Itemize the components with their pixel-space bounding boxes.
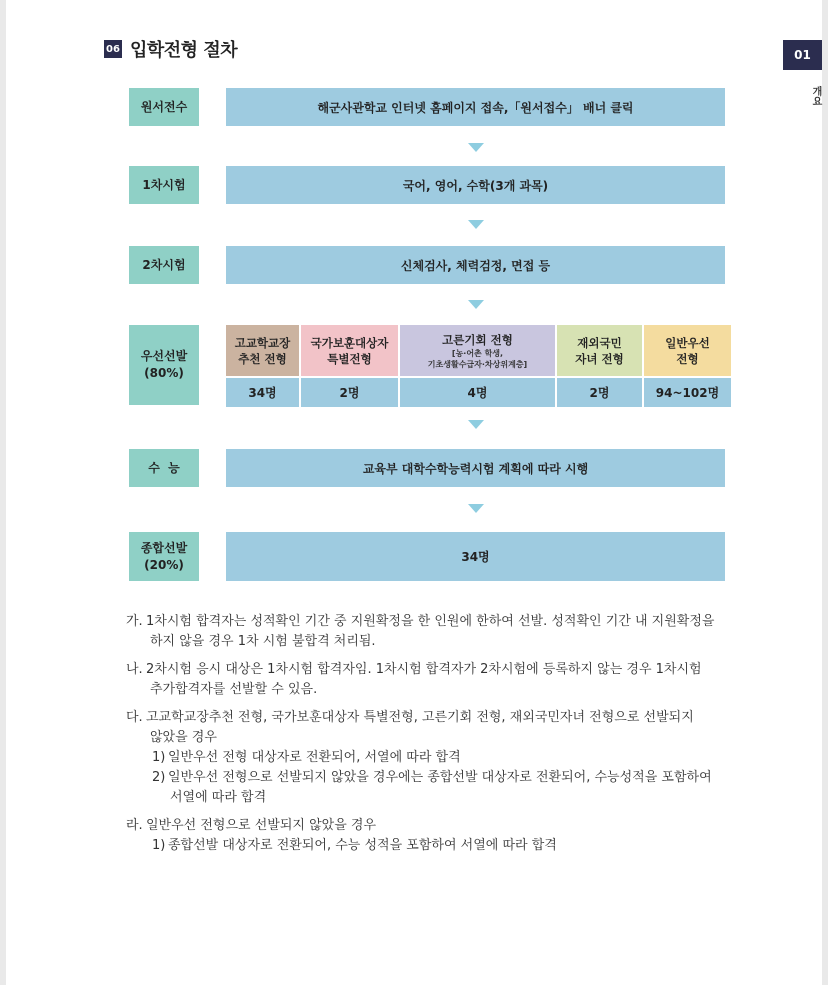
- track-count: 4명: [400, 378, 555, 407]
- step-content-suneung: 교육부 대학수학능력시험 계획에 따라 시행: [226, 449, 725, 487]
- track-count: 34명: [226, 378, 299, 407]
- track-count: 2명: [301, 378, 398, 407]
- step-label-suneung: 수 능: [129, 449, 199, 487]
- track-count: 2명: [557, 378, 642, 407]
- note-ra-sub1: 1) 종합선발 대상자로 전환되어, 수능 성적을 포함하여 서열에 따라 합격: [152, 838, 557, 853]
- track-equal-opportunity: 고른기회 전형 [농·어촌 학생, 기초생활수급자·차상위계층]: [400, 325, 555, 376]
- chapter-tab[interactable]: 01: [783, 40, 822, 70]
- track-general-priority: 일반우선 전형: [644, 325, 731, 376]
- note-da-sub2: 2) 일반우선 전형으로 선발되지 않았을 경우에는 종합선발 대상자로 전환되어, 수능성적을 포함하여 서열에 따라 합격: [152, 770, 712, 805]
- section-heading: [104, 36, 237, 62]
- step-label-second-exam: 2차시험: [129, 246, 199, 284]
- flow-arrow-icon: [468, 220, 484, 229]
- step-content-second-exam: 신체검사, 체력검정, 면접 등: [226, 246, 725, 284]
- step-label-first-exam: 1차시험: [129, 166, 199, 204]
- overall-label-line2: (20%): [144, 557, 184, 572]
- track-veterans: 국가보훈대상자 특별전형: [301, 325, 398, 376]
- note-ra: 라. 일반우선 전형으로 선발되지 않았을 경우 1) 종합선발 대상자로 전환되어, 수능 성적을 포함하여 서열에 따라 합격: [126, 816, 736, 856]
- flow-arrow-icon: [468, 300, 484, 309]
- note-ga: 가. 1차시험 합격자는 성적확인 기간 중 지원확정을 한 인원에 한하여 선발. 성적확인 기간 내 지원확정을 하지 않을 경우 1차 시험 불합격 처리됨.: [126, 614, 715, 649]
- step-label-overall: [129, 532, 199, 581]
- flow-arrow-icon: [468, 420, 484, 429]
- note-da-sub1: 1) 일반우선 전형 대상자로 전환되어, 서열에 따라 합격: [152, 750, 461, 765]
- note-da: 다. 고교학교장추천 전형, 국가보훈대상자 특별전형, 고른기회 전형, 재외국민자녀 전형으로 선발되지 않았을 경우 1) 일반우선 전형 대상자로 전환되어, 서열에 따라 합격 2) 일반우선 전형으로 선발되지 않았을 경우에는 종합선발 대상자로 전환되어, 수능성적을 포함하여 서열에 따라 합격: [126, 708, 736, 808]
- priority-tracks-table: [226, 325, 725, 405]
- step-content-overall: 34명: [226, 532, 725, 581]
- step-content-first-exam: 국어, 영어, 수학(3개 과목): [226, 166, 725, 204]
- step-content-apply: 해군사관학교 인터넷 홈페이지 접속,「원서접수」 배너 클릭: [226, 88, 725, 126]
- track-principal-recommend: 고교학교장 추천 전형: [226, 325, 299, 376]
- overall-label-line1: 종합선발: [140, 540, 188, 555]
- chapter-tab-label: 개요: [810, 86, 821, 106]
- section-number-badge: 06: [104, 40, 122, 58]
- note-na: 나. 2차시험 응시 대상은 1차시험 합격자임. 1차시험 합격자가 2차시험에 등록하지 않는 경우 1차시험 추가합격자를 선발할 수 있음.: [126, 662, 702, 697]
- flow-arrow-icon: [468, 143, 484, 152]
- step-label-priority: [129, 325, 199, 405]
- step-label-apply: 원서전수: [129, 88, 199, 126]
- section-title: 입학전형 절차: [130, 40, 238, 61]
- notes-list: [126, 612, 736, 864]
- track-overseas-children: 재외국민 자녀 전형: [557, 325, 642, 376]
- priority-label-line2: (80%): [144, 366, 184, 380]
- priority-label-line1: 우선선발: [140, 349, 188, 363]
- flow-arrow-icon: [468, 504, 484, 513]
- track-count: 94~102명: [644, 378, 731, 407]
